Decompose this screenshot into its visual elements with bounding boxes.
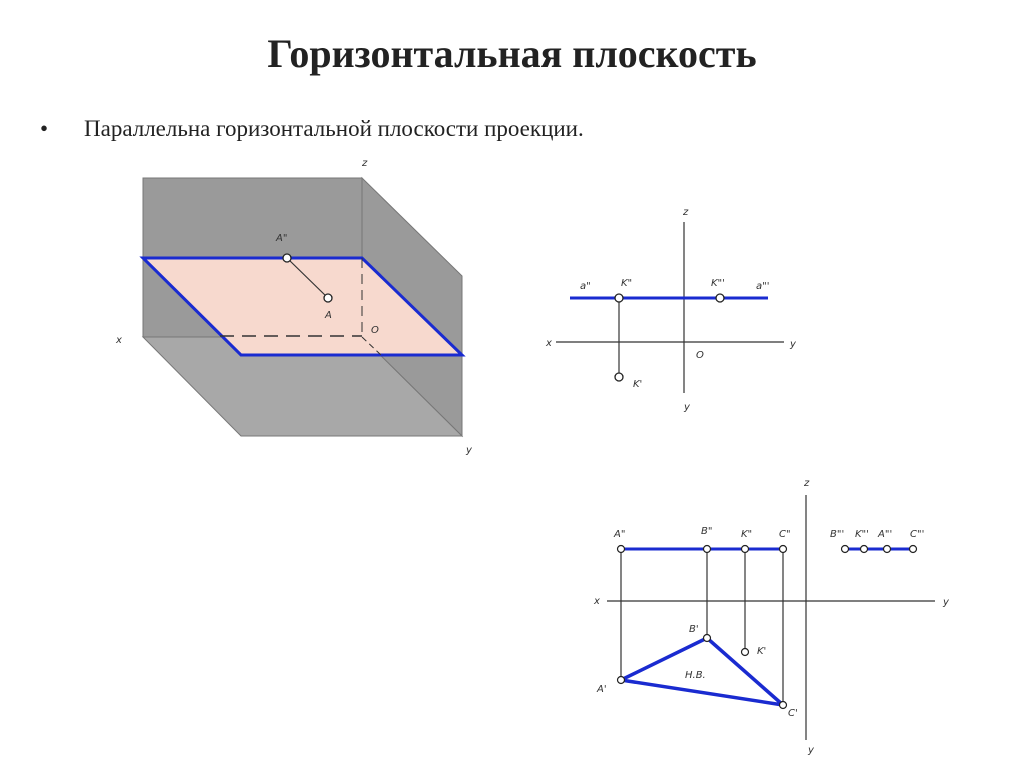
- point-k-profile: [861, 546, 868, 553]
- label-z: z: [683, 207, 689, 218]
- point-b-profile: [842, 546, 849, 553]
- point-b-top: [704, 635, 711, 642]
- label-y-bottom: y: [684, 402, 690, 413]
- label-y: y: [466, 445, 472, 456]
- label-y-right: y: [943, 597, 949, 608]
- label-k3: K"': [711, 278, 725, 289]
- label-true-shape: Н.В.: [685, 670, 706, 681]
- label-x: x: [116, 335, 122, 346]
- label-b1: B': [689, 624, 699, 635]
- point-c-top: [780, 702, 787, 709]
- bullet-marker: •: [40, 116, 49, 141]
- label-b2: B": [701, 526, 713, 537]
- label-a-front: A": [276, 233, 288, 244]
- point-a-front: [618, 546, 625, 553]
- point-b-front: [704, 546, 711, 553]
- label-a2: A": [614, 529, 626, 540]
- slide-title: Горизонтальная плоскость: [267, 31, 757, 76]
- label-k2: K": [621, 278, 633, 289]
- label-c1: C': [788, 708, 798, 719]
- label-x: x: [546, 338, 552, 349]
- label-c2: C": [779, 529, 791, 540]
- point-k-front: [742, 546, 749, 553]
- label-x: x: [594, 596, 600, 607]
- label-b3: B"': [830, 529, 845, 540]
- label-y-right: y: [790, 339, 796, 350]
- label-k1: K': [633, 379, 643, 390]
- point-c-profile: [910, 546, 917, 553]
- point-a-profile: [884, 546, 891, 553]
- label-z: z: [804, 478, 810, 489]
- label-k3: K"': [855, 529, 869, 540]
- label-k2: K": [741, 529, 753, 540]
- label-a3: a"': [756, 281, 770, 292]
- label-z: z: [362, 158, 368, 169]
- point-k-top: [742, 649, 749, 656]
- label-c3: C"': [910, 529, 925, 540]
- label-a3: A"': [878, 529, 893, 540]
- bullet-text: Параллельна горизонтальной плоскости проекции.: [84, 116, 584, 141]
- label-y-bottom: y: [808, 745, 814, 756]
- label-a: A: [325, 310, 332, 321]
- label-o: O: [696, 350, 704, 361]
- label-k1: K': [757, 646, 767, 657]
- label-o: O: [371, 325, 379, 336]
- label-a1: A': [597, 684, 607, 695]
- label-a2: a": [580, 281, 591, 292]
- point-c-front: [780, 546, 787, 553]
- point-a-top: [618, 677, 625, 684]
